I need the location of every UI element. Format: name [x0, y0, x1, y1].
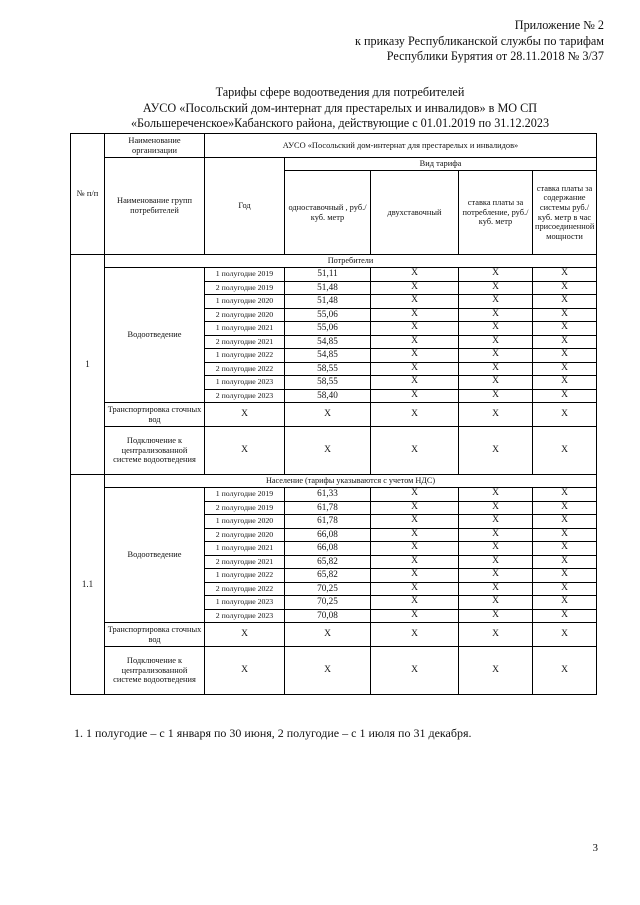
- single-rate-value: 58,55: [285, 376, 371, 390]
- period-label: 2 полугодие 2022: [205, 362, 285, 376]
- section-title: Потребители: [105, 255, 597, 268]
- period-x-mark: X: [371, 268, 459, 282]
- period-label: 1 полугодие 2021: [205, 322, 285, 336]
- single-rate-value: 51,11: [285, 268, 371, 282]
- period-x-mark: X: [533, 609, 597, 623]
- connection-x-mark: X: [205, 427, 285, 475]
- period-x-mark: X: [371, 389, 459, 403]
- header-single-rate: одноставочный , руб./ куб. метр: [285, 171, 371, 255]
- period-x-mark: X: [371, 582, 459, 596]
- transport-x-mark: X: [371, 623, 459, 647]
- page-number: 3: [592, 842, 598, 854]
- period-x-mark: X: [533, 515, 597, 529]
- transport-x-mark: X: [533, 623, 597, 647]
- period-label: 2 полугодие 2020: [205, 528, 285, 542]
- service-name: Водоотведение: [105, 488, 205, 623]
- period-label: 1 полугодие 2021: [205, 542, 285, 556]
- period-label: 2 полугодие 2019: [205, 281, 285, 295]
- period-x-mark: X: [371, 295, 459, 309]
- period-x-mark: X: [459, 501, 533, 515]
- period-x-mark: X: [533, 501, 597, 515]
- connection-x-mark: X: [371, 427, 459, 475]
- single-rate-value: 51,48: [285, 295, 371, 309]
- transport-label: Транспортировка сточных вод: [105, 623, 205, 647]
- period-label: 1 полугодие 2019: [205, 268, 285, 282]
- single-rate-value: 66,08: [285, 542, 371, 556]
- single-rate-value: 58,40: [285, 389, 371, 403]
- period-label: 2 полугодие 2023: [205, 389, 285, 403]
- period-x-mark: X: [533, 281, 597, 295]
- period-x-mark: X: [533, 335, 597, 349]
- period-x-mark: X: [533, 542, 597, 556]
- transport-row: [71, 403, 597, 427]
- connection-x-mark: X: [285, 647, 371, 695]
- single-rate-value: 58,55: [285, 362, 371, 376]
- period-x-mark: X: [459, 335, 533, 349]
- period-label: 2 полугодие 2023: [205, 609, 285, 623]
- period-x-mark: X: [459, 609, 533, 623]
- period-x-mark: X: [371, 515, 459, 529]
- period-x-mark: X: [533, 488, 597, 502]
- period-label: 1 полугодие 2019: [205, 488, 285, 502]
- single-rate-value: 55,06: [285, 308, 371, 322]
- header-org-label: Наименование организации: [105, 134, 205, 158]
- period-x-mark: X: [371, 362, 459, 376]
- period-x-mark: X: [533, 376, 597, 390]
- period-label: 2 полугодие 2021: [205, 555, 285, 569]
- period-x-mark: X: [533, 295, 597, 309]
- period-x-mark: X: [371, 281, 459, 295]
- transport-row: [71, 623, 597, 647]
- section-number: 1: [71, 255, 105, 475]
- section-title-row: [71, 475, 597, 488]
- section-title: Население (тарифы указываются с учетом НДС): [105, 475, 597, 488]
- transport-x-mark: X: [205, 403, 285, 427]
- period-x-mark: X: [371, 308, 459, 322]
- period-x-mark: X: [533, 389, 597, 403]
- single-rate-value: 54,85: [285, 335, 371, 349]
- period-x-mark: X: [533, 362, 597, 376]
- period-x-mark: X: [533, 349, 597, 363]
- period-label: 1 полугодие 2023: [205, 596, 285, 610]
- appendix-line-2: к приказу Республиканской службы по тарифам: [355, 33, 604, 48]
- section-title-row: [71, 255, 597, 268]
- transport-x-mark: X: [459, 403, 533, 427]
- transport-x-mark: X: [371, 403, 459, 427]
- connection-x-mark: X: [371, 647, 459, 695]
- document-title: [90, 85, 590, 132]
- connection-row: [71, 647, 597, 695]
- transport-x-mark: X: [205, 623, 285, 647]
- period-label: 1 полугодие 2022: [205, 349, 285, 363]
- service-name: Водоотведение: [105, 268, 205, 403]
- appendix-line-1: Приложение № 2: [514, 18, 604, 32]
- period-x-mark: X: [371, 609, 459, 623]
- transport-x-mark: X: [285, 623, 371, 647]
- header-consumption-rate: ставка платы за потребление, руб./ куб. метр: [459, 171, 533, 255]
- period-label: 2 полугодие 2022: [205, 582, 285, 596]
- period-x-mark: X: [459, 376, 533, 390]
- period-label: 2 полугодие 2021: [205, 335, 285, 349]
- header-tariff-kind: Вид тарифа: [285, 158, 597, 171]
- single-rate-value: 65,82: [285, 569, 371, 583]
- period-row: [71, 268, 597, 282]
- period-x-mark: X: [371, 555, 459, 569]
- period-x-mark: X: [533, 322, 597, 336]
- period-x-mark: X: [371, 569, 459, 583]
- period-x-mark: X: [459, 362, 533, 376]
- single-rate-value: 55,06: [285, 322, 371, 336]
- connection-x-mark: X: [459, 647, 533, 695]
- tariff-table: [70, 133, 597, 695]
- period-x-mark: X: [371, 596, 459, 610]
- period-x-mark: X: [459, 389, 533, 403]
- connection-x-mark: X: [533, 647, 597, 695]
- period-label: 1 полугодие 2020: [205, 515, 285, 529]
- header-two-rate: двухставочный: [371, 171, 459, 255]
- single-rate-value: 54,85: [285, 349, 371, 363]
- single-rate-value: 61,78: [285, 501, 371, 515]
- single-rate-value: 61,33: [285, 488, 371, 502]
- period-x-mark: X: [533, 528, 597, 542]
- period-x-mark: X: [371, 542, 459, 556]
- single-rate-value: 70,08: [285, 609, 371, 623]
- connection-row: [71, 427, 597, 475]
- transport-label: Транспортировка сточных вод: [105, 403, 205, 427]
- single-rate-value: 65,82: [285, 555, 371, 569]
- period-x-mark: X: [459, 582, 533, 596]
- title-line-3: «Большереченское»Кабанского района, действующие с 01.01.2019 по 31.12.2023: [130, 116, 550, 130]
- period-label: 1 полугодие 2022: [205, 569, 285, 583]
- period-label: 2 полугодие 2020: [205, 308, 285, 322]
- header-num: № п/п: [71, 134, 105, 255]
- period-x-mark: X: [533, 308, 597, 322]
- period-x-mark: X: [371, 376, 459, 390]
- period-x-mark: X: [533, 268, 597, 282]
- single-rate-value: 66,08: [285, 528, 371, 542]
- transport-x-mark: X: [459, 623, 533, 647]
- period-x-mark: X: [459, 308, 533, 322]
- period-label: 2 полугодие 2019: [205, 501, 285, 515]
- single-rate-value: 70,25: [285, 582, 371, 596]
- period-x-mark: X: [371, 528, 459, 542]
- period-x-mark: X: [459, 528, 533, 542]
- period-label: 1 полугодие 2023: [205, 376, 285, 390]
- period-x-mark: X: [459, 596, 533, 610]
- connection-label: Подключение к централизованной системе водоотведения: [105, 647, 205, 695]
- title-line-2: АУСО «Посольский дом-интернат для престарелых и инвалидов» в МО СП: [142, 100, 538, 115]
- period-x-mark: X: [459, 569, 533, 583]
- period-x-mark: X: [533, 569, 597, 583]
- header-org-name: АУСО «Посольский дом-интернат для престарелых и инвалидов»: [205, 134, 597, 158]
- period-x-mark: X: [371, 322, 459, 336]
- period-x-mark: X: [459, 515, 533, 529]
- period-row: [71, 488, 597, 502]
- connection-x-mark: X: [205, 647, 285, 695]
- period-x-mark: X: [371, 335, 459, 349]
- period-x-mark: X: [459, 488, 533, 502]
- connection-x-mark: X: [459, 427, 533, 475]
- header-capacity-rate: ставка платы за содержание системы руб./куб. метр в час присоединенной мощности: [533, 171, 597, 255]
- section-number: 1.1: [71, 475, 105, 695]
- connection-x-mark: X: [533, 427, 597, 475]
- appendix-header: [355, 18, 604, 65]
- period-x-mark: X: [459, 542, 533, 556]
- table-body: [71, 255, 597, 695]
- transport-x-mark: X: [533, 403, 597, 427]
- period-x-mark: X: [459, 295, 533, 309]
- transport-x-mark: X: [285, 403, 371, 427]
- appendix-line-3: Республики Бурятия от 28.11.2018 № 3/37: [386, 49, 604, 63]
- period-x-mark: X: [371, 488, 459, 502]
- period-x-mark: X: [533, 596, 597, 610]
- connection-label: Подключение к централизованной системе водоотведения: [105, 427, 205, 475]
- header-group-label: Наименование групп потребителей: [105, 158, 205, 255]
- period-label: 1 полугодие 2020: [205, 295, 285, 309]
- period-x-mark: X: [459, 555, 533, 569]
- single-rate-value: 70,25: [285, 596, 371, 610]
- period-x-mark: X: [533, 555, 597, 569]
- title-line-1: Тарифы сфере водоотведения для потребителей: [215, 85, 465, 99]
- period-x-mark: X: [459, 268, 533, 282]
- period-x-mark: X: [371, 349, 459, 363]
- period-x-mark: X: [459, 349, 533, 363]
- footnote: 1. 1 полугодие – с 1 января по 30 июня, 2 полугодие – с 1 июля по 31 декабря.: [74, 726, 472, 740]
- period-x-mark: X: [459, 281, 533, 295]
- period-x-mark: X: [533, 582, 597, 596]
- period-x-mark: X: [459, 322, 533, 336]
- single-rate-value: 51,48: [285, 281, 371, 295]
- connection-x-mark: X: [285, 427, 371, 475]
- header-year: Год: [205, 158, 285, 255]
- period-x-mark: X: [371, 501, 459, 515]
- single-rate-value: 61,78: [285, 515, 371, 529]
